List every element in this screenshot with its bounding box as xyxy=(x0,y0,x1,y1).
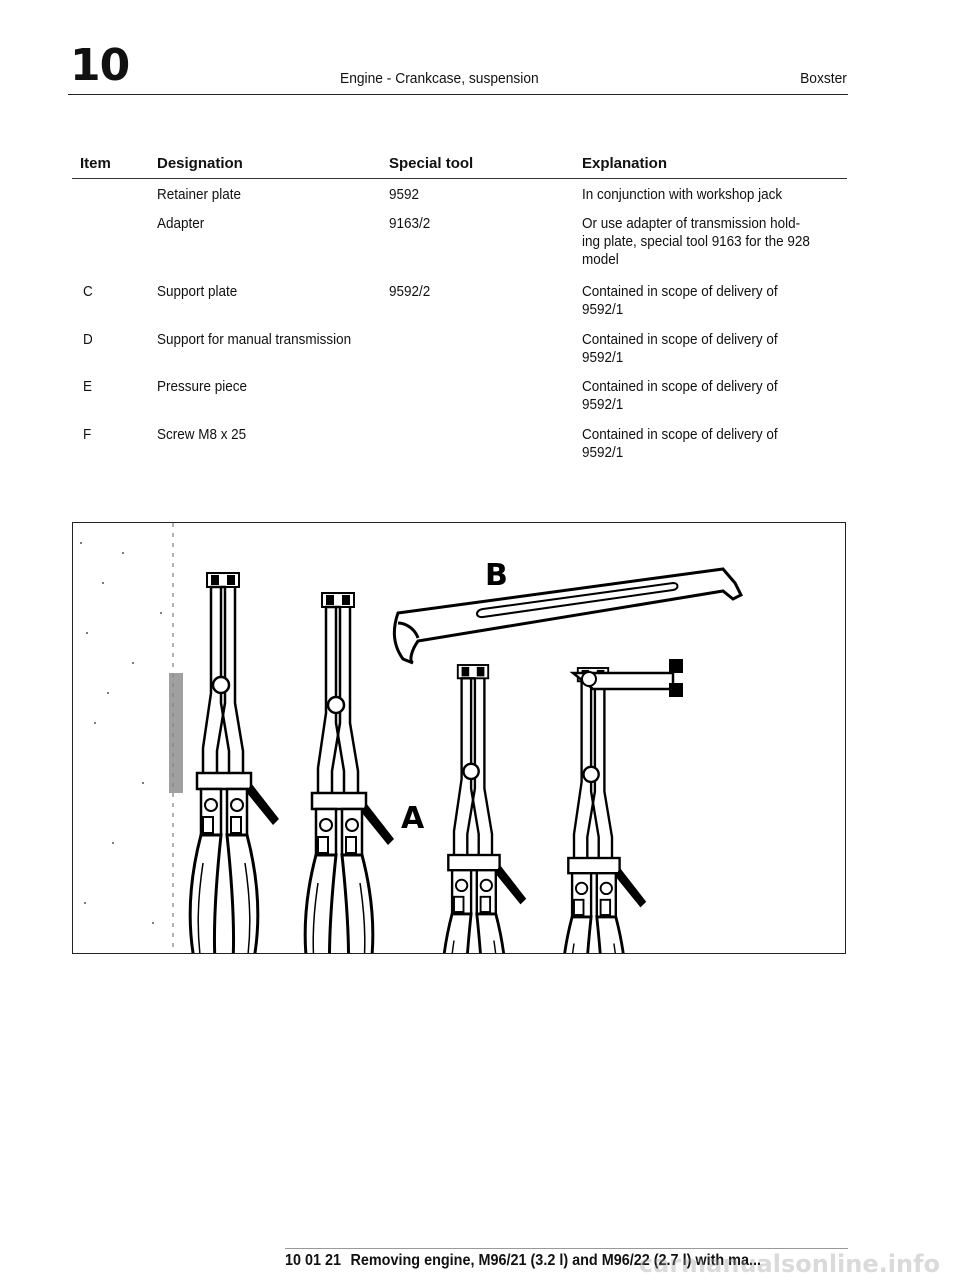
header-title: Engine - Crankcase, suspension xyxy=(340,70,539,87)
table-cell-special-tool: 9592 xyxy=(389,187,420,203)
table-cell-explanation: Contained in scope of delivery of 9592/1 xyxy=(582,332,778,366)
table-cell-item: F xyxy=(83,427,92,443)
table-cell-item: D xyxy=(83,332,93,348)
table-cell-special-tool: 9592/2 xyxy=(389,284,431,300)
col-header-item: Item xyxy=(80,155,111,172)
footer-section-number: 10 01 21 xyxy=(285,1252,342,1269)
col-header-explanation: Explanation xyxy=(582,155,668,172)
table-cell-explanation: Contained in scope of delivery of 9592/1 xyxy=(582,284,778,318)
table-cell-explanation: Or use adapter of transmission hold-ing plate, special tool 9163 for the 928 model xyxy=(582,216,810,268)
table-rule xyxy=(72,178,847,179)
header-model: Boxster xyxy=(800,70,847,87)
table-cell-explanation: Contained in scope of delivery of 9592/1 xyxy=(582,379,778,413)
table-cell-designation: Adapter xyxy=(157,216,205,232)
table-cell-item: E xyxy=(83,379,92,395)
footer-section-title: Removing engine, M96/21 (3.2 l) and M96/22 (2.7 l) with ma... xyxy=(350,1252,761,1269)
table-cell-designation: Support for manual transmission xyxy=(157,332,352,348)
col-header-designation: Designation xyxy=(157,155,243,172)
table-cell-special-tool: 9163/2 xyxy=(389,216,431,232)
table-cell-explanation: In conjunction with workshop jack xyxy=(582,187,783,203)
table-cell-designation: Screw M8 x 25 xyxy=(157,427,247,443)
header-rule xyxy=(68,94,848,95)
table-cell-item: C xyxy=(83,284,93,300)
pliers-drawing xyxy=(73,523,846,954)
table-cell-designation: Support plate xyxy=(157,284,238,300)
col-header-special-tool: Special tool xyxy=(389,155,474,172)
footer-rule xyxy=(285,1248,848,1249)
table-cell-designation: Retainer plate xyxy=(157,187,241,203)
table-cell-designation: Pressure piece xyxy=(157,379,247,395)
figure-label-a: A xyxy=(401,801,425,836)
figure-label-b: B xyxy=(485,558,508,593)
page-number: 10 xyxy=(70,40,130,91)
table-cell-explanation: Contained in scope of delivery of 9592/1 xyxy=(582,427,778,461)
tool-illustration xyxy=(72,522,846,954)
watermark: carmanualsonline.info xyxy=(638,1250,940,1278)
